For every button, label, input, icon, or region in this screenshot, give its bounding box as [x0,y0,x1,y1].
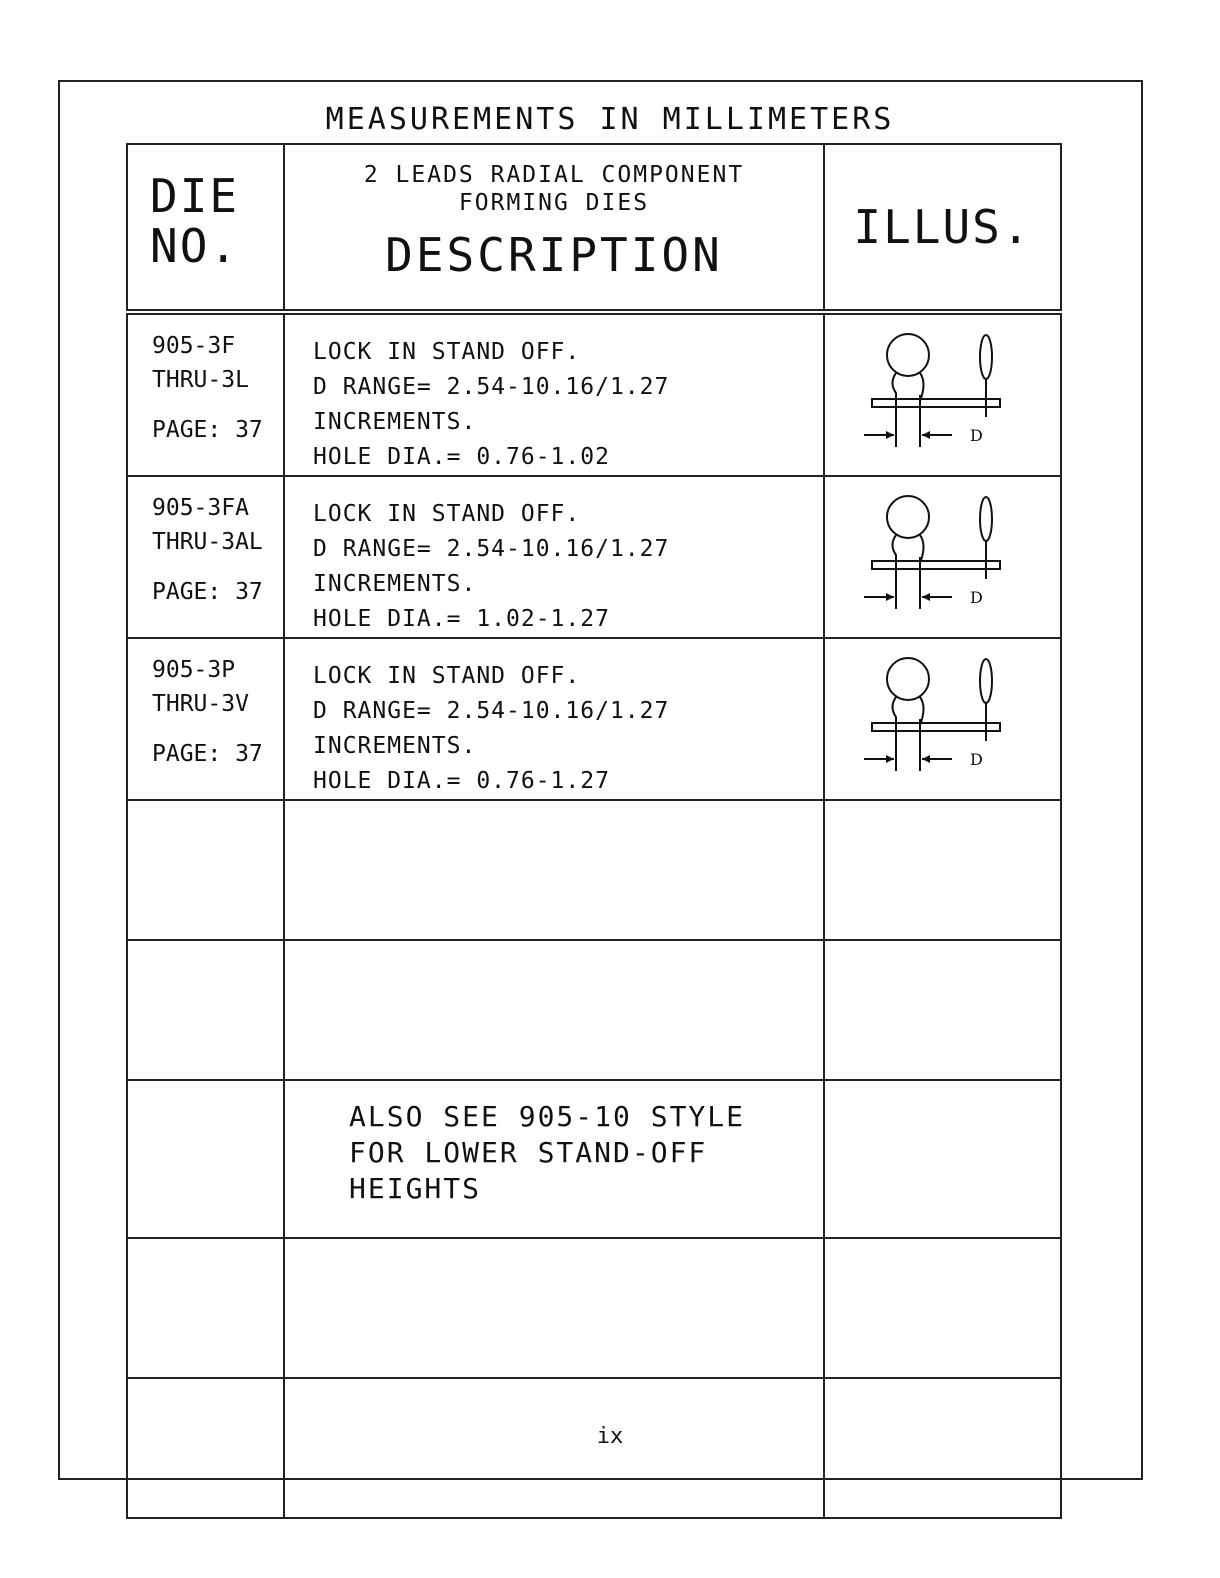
empty-cell [824,1080,1061,1238]
description-cell [284,312,824,476]
empty-cell [824,1238,1061,1378]
table-row [127,1238,1061,1378]
die-no: 905-3P [152,657,236,683]
die-thru: THRU-3AL [152,529,263,555]
die-no: 905-3FA [152,495,249,521]
dimension-label: D [969,426,983,445]
die-no-header [127,144,284,312]
die-thru: THRU-3V [152,691,249,717]
dimension-label: D [969,588,983,607]
radial-component-illustration [858,493,1028,617]
illus-cell [824,476,1061,638]
empty-cell [127,940,284,1080]
description-line: HOLE DIA.= 0.76-1.02 [313,444,610,470]
description-line: D RANGE= 2.54-10.16/1.27 INCREMENTS. [313,536,670,597]
description-header [284,144,824,312]
description-line: HOLE DIA.= 1.02-1.27 [313,606,610,632]
die-thru: THRU-3L [152,367,249,393]
description-line: LOCK IN STAND OFF. [313,663,581,689]
illus-cell [824,312,1061,476]
description-line: LOCK IN STAND OFF. [313,501,581,527]
die-no-cell [127,312,284,476]
table-header-row [127,144,1061,312]
empty-cell [127,800,284,940]
description-cell [284,476,824,638]
note-cell [284,1080,824,1238]
empty-cell [284,940,824,1080]
empty-cell [824,800,1061,940]
description-line: LOCK IN STAND OFF. [313,339,581,365]
description-line: D RANGE= 2.54-10.16/1.27 INCREMENTS. [313,698,670,759]
description-subtitle-2: FORMING DIES [458,190,650,216]
empty-cell [127,1080,284,1238]
die-header-line1: DIE [150,169,240,223]
table-row [127,312,1061,476]
dimension-label: D [969,750,983,769]
note-line: FOR LOWER STAND-OFF [349,1136,708,1169]
note-line: ALSO SEE 905-10 STYLE [349,1100,746,1133]
note-line: HEIGHTS [349,1172,482,1205]
die-no-cell [127,476,284,638]
illus-header: ILLUS. [824,144,1061,312]
illus-cell [824,638,1061,800]
die-no-cell [127,638,284,800]
die-page: PAGE: 37 [152,417,263,443]
table-row [127,476,1061,638]
description-subtitle-1: 2 LEADS RADIAL COMPONENT [363,162,745,188]
radial-component-illustration [858,655,1028,779]
description-title: DESCRIPTION [385,228,723,282]
empty-cell [127,1238,284,1378]
table-row [127,638,1061,800]
description-line: D RANGE= 2.54-10.16/1.27 INCREMENTS. [313,374,670,435]
table-row [127,1080,1061,1238]
die-page: PAGE: 37 [152,741,263,767]
die-no: 905-3F [152,333,236,359]
description-line: HOLE DIA.= 0.76-1.27 [313,768,610,794]
page-number: ix [596,1424,624,1449]
dies-table [126,143,1062,1519]
empty-cell [284,1238,824,1378]
die-page: PAGE: 37 [152,579,263,605]
empty-cell [824,940,1061,1080]
radial-component-illustration [858,331,1028,455]
empty-cell [284,800,824,940]
die-header-line2: NO. [150,219,240,273]
table-row [127,940,1061,1080]
description-cell [284,638,824,800]
table-row [127,800,1061,940]
page-heading: MEASUREMENTS IN MILLIMETERS [325,102,895,137]
